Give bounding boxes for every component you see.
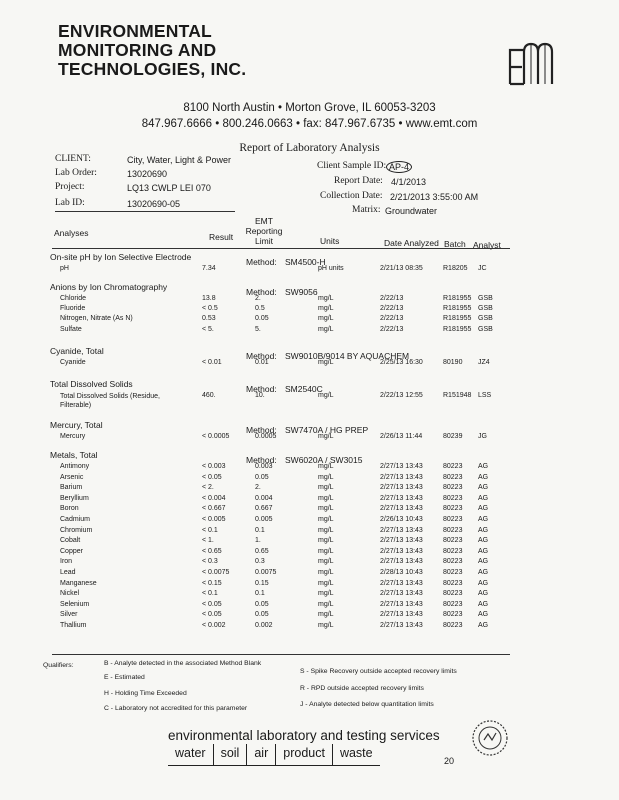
- analyte-name: Lead: [60, 569, 76, 576]
- col-result: Result: [209, 232, 234, 242]
- method-label: Method:: [246, 425, 277, 435]
- analyte-name: Manganese: [60, 580, 97, 587]
- method-name: SW9056: [285, 287, 318, 297]
- analyst-id: AG: [478, 569, 489, 576]
- result-value: < 0.65: [202, 548, 222, 555]
- col-limit: EMT Reporting Limit: [245, 216, 283, 246]
- client-value: City, Water, Light & Power: [127, 155, 232, 165]
- batch-id: 80223: [443, 601, 463, 608]
- reporting-limit: 0.0005: [255, 433, 277, 440]
- date-analyzed: 2/22/13: [380, 315, 404, 322]
- analyst-id: AG: [478, 611, 489, 618]
- units-value: mg/L: [318, 590, 334, 597]
- method-name: SW6020A / SW3015: [285, 455, 363, 465]
- analyte-name: Barium: [60, 484, 83, 491]
- batch-id: 80223: [443, 580, 463, 587]
- batch-id: 80223: [443, 622, 463, 629]
- analyst-id: AG: [478, 463, 489, 470]
- analyte-name: Cyanide: [60, 359, 86, 366]
- date-analyzed: 2/26/13 10:43: [380, 516, 423, 523]
- units-value: mg/L: [318, 495, 334, 502]
- date-analyzed: 2/21/13 08:35: [380, 265, 423, 272]
- col-batch: Batch: [444, 239, 466, 249]
- page-number: 20: [444, 756, 455, 766]
- result-value: 13.8: [202, 295, 216, 302]
- analyte-name: Antimony: [60, 463, 90, 470]
- analyst-id: AG: [478, 548, 489, 555]
- batch-id: 80223: [443, 569, 463, 576]
- units-value: mg/L: [318, 359, 334, 366]
- report-date-label: Report Date:: [334, 176, 383, 186]
- units-value: mg/L: [318, 516, 334, 523]
- units-value: mg/L: [318, 611, 334, 618]
- units-value: mg/L: [318, 326, 334, 333]
- batch-id: 80223: [443, 558, 463, 565]
- date-analyzed: 2/27/13 13:43: [380, 590, 423, 597]
- analyte-name: Total Dissolved Solids (Residue, Filterable): [60, 393, 160, 409]
- service-water: water: [168, 744, 213, 766]
- result-value: < 0.0075: [202, 569, 230, 576]
- units-value: mg/L: [318, 622, 334, 629]
- method-label: Method:: [246, 455, 277, 465]
- date-analyzed: 2/27/13 13:43: [380, 463, 423, 470]
- units-value: mg/L: [318, 484, 334, 491]
- reporting-limit: 10.: [255, 392, 265, 399]
- batch-id: R181955: [443, 326, 472, 333]
- analyst-id: AG: [478, 601, 489, 608]
- service-product: product: [275, 744, 332, 766]
- method-name: SW9010B/9014 BY AQUACHEM: [285, 351, 410, 361]
- units-value: mg/L: [318, 569, 334, 576]
- batch-id: 80223: [443, 505, 463, 512]
- reporting-limit: 0.05: [255, 601, 269, 608]
- col-date-analyzed: Date Analyzed: [384, 238, 439, 248]
- analyst-id: GSB: [478, 326, 493, 333]
- units-value: mg/L: [318, 305, 334, 312]
- method-label: Method:: [246, 287, 277, 297]
- col-units: Units: [320, 236, 340, 246]
- analyte-name: Beryllium: [60, 495, 89, 502]
- analyte-name: Iron: [60, 558, 73, 565]
- date-analyzed: 2/27/13 13:43: [380, 548, 423, 555]
- sample-id-value: AP-4: [386, 161, 412, 173]
- result-value: < 1.: [202, 537, 214, 544]
- analyst-id: AG: [478, 558, 489, 565]
- qualifier-h: H - Holding Time Exceeded: [104, 690, 187, 697]
- method-name: SM4500-H: [285, 257, 326, 267]
- units-value: mg/L: [318, 580, 334, 587]
- analyst-id: AG: [478, 516, 489, 523]
- reporting-limit: 0.01: [255, 359, 269, 366]
- analyte-name: Arsenic: [60, 474, 84, 481]
- reporting-limit: 0.05: [255, 315, 269, 322]
- result-value: < 0.05: [202, 601, 222, 608]
- result-value: < 0.0005: [202, 433, 230, 440]
- analyst-id: JG: [478, 433, 487, 440]
- date-analyzed: 2/27/13 13:43: [380, 527, 423, 534]
- date-analyzed: 2/22/13: [380, 326, 404, 333]
- analyst-id: AG: [478, 505, 489, 512]
- reporting-limit: 0.3: [255, 558, 265, 565]
- date-analyzed: 2/27/13 13:43: [380, 495, 423, 502]
- analyte-name: Sulfate: [60, 326, 82, 333]
- method-name: SW7470A / HG PREP: [285, 425, 369, 435]
- units-value: mg/L: [318, 548, 334, 555]
- reporting-limit: 0.0075: [255, 569, 277, 576]
- analyte-name: Silver: [60, 611, 78, 618]
- batch-id: 80223: [443, 474, 463, 481]
- lab-order-label: Lab Order:: [55, 168, 97, 178]
- date-analyzed: 2/27/13 13:43: [380, 611, 423, 618]
- batch-id: R151948: [443, 392, 472, 399]
- reporting-limit: 0.05: [255, 611, 269, 618]
- qualifiers-label: Qualifiers:: [43, 662, 74, 669]
- reporting-limit: 0.05: [255, 474, 269, 481]
- company-address: 8100 North Austin • Morton Grove, IL 60053-3203: [183, 102, 436, 114]
- analyte-name: pH: [60, 265, 69, 272]
- result-value: < 0.1: [202, 590, 218, 597]
- batch-id: 80190: [443, 359, 463, 366]
- result-value: < 0.15: [202, 580, 222, 587]
- qualifier-e: E - Estimated: [104, 674, 145, 681]
- service-air: air: [246, 744, 275, 766]
- qualifier-j: J - Analyte detected below quantitation limits: [300, 701, 434, 708]
- client-label: CLIENT:: [55, 154, 91, 164]
- reporting-limit: 0.15: [255, 580, 269, 587]
- batch-id: 80223: [443, 611, 463, 618]
- batch-id: 80223: [443, 495, 463, 502]
- reporting-limit: 0.65: [255, 548, 269, 555]
- result-value: < 2.: [202, 484, 214, 491]
- analyst-id: AG: [478, 622, 489, 629]
- units-value: mg/L: [318, 315, 334, 322]
- reporting-limit: 0.667: [255, 505, 273, 512]
- analyte-name: Boron: [60, 505, 79, 512]
- units-value: mg/L: [318, 537, 334, 544]
- date-analyzed: 2/27/13 13:43: [380, 580, 423, 587]
- col-analyses: Analyses: [54, 228, 89, 238]
- result-value: < 5.: [202, 326, 214, 333]
- date-analyzed: 2/27/13 13:43: [380, 484, 423, 491]
- analyst-id: GSB: [478, 295, 493, 302]
- analyte-name: Chloride: [60, 295, 87, 302]
- batch-id: 80223: [443, 484, 463, 491]
- emt-logo-icon: [504, 40, 556, 90]
- lab-id-label: Lab ID:: [55, 198, 85, 208]
- batch-id: R181955: [443, 295, 472, 302]
- result-value: < 0.3: [202, 558, 218, 565]
- analyst-id: JC: [478, 265, 487, 272]
- analyte-name: Cadmium: [60, 516, 90, 523]
- project-value: LQ13 CWLP LEI 070: [127, 183, 211, 193]
- section-title: Total Dissolved Solids: [50, 379, 133, 389]
- result-value: < 0.1: [202, 527, 218, 534]
- date-analyzed: 2/27/13 13:43: [380, 505, 423, 512]
- analyst-id: AG: [478, 590, 489, 597]
- section-title: On-site pH by Ion Selective Electrode: [50, 252, 192, 262]
- batch-id: 80223: [443, 516, 463, 523]
- reporting-limit: 5.: [255, 326, 261, 333]
- result-value: < 0.5: [202, 305, 218, 312]
- analyst-id: AG: [478, 495, 489, 502]
- company-name: ENVIRONMENTAL MONITORING AND TECHNOLOGIES, INC.: [58, 21, 247, 79]
- company-contact: 847.967.6666 • 800.246.0663 • fax: 847.967.6735 • www.emt.com: [141, 118, 478, 130]
- date-analyzed: 2/26/13 11:44: [380, 433, 423, 440]
- accreditation-seal-icon: [470, 718, 510, 758]
- analyst-id: AG: [478, 580, 489, 587]
- analyst-id: AG: [478, 537, 489, 544]
- batch-id: 80223: [443, 527, 463, 534]
- batch-id: 80223: [443, 548, 463, 555]
- reporting-limit: 0.1: [255, 590, 265, 597]
- analyst-id: JZ4: [478, 359, 490, 366]
- footer-tagline: environmental laboratory and testing services: [168, 728, 440, 743]
- result-value: < 0.05: [202, 611, 222, 618]
- units-value: pH units: [318, 265, 344, 272]
- analyst-id: GSB: [478, 315, 493, 322]
- project-label: Project:: [55, 182, 85, 192]
- report-title: Report of Laboratory Analysis: [239, 142, 380, 154]
- analyte-name: Nitrogen, Nitrate (As N): [60, 315, 133, 322]
- lab-order-value: 13020690: [127, 169, 168, 179]
- date-analyzed: 2/27/13 13:43: [380, 601, 423, 608]
- date-analyzed: 2/22/13: [380, 295, 404, 302]
- units-value: mg/L: [318, 392, 334, 399]
- result-value: < 0.002: [202, 622, 226, 629]
- date-analyzed: 2/28/13 10:43: [380, 569, 423, 576]
- analyst-id: AG: [478, 484, 489, 491]
- date-analyzed: 2/22/13 12:55: [380, 392, 423, 399]
- reporting-limit: 0.002: [255, 622, 273, 629]
- units-value: mg/L: [318, 463, 334, 470]
- report-date-value: 4/1/2013: [391, 177, 427, 187]
- batch-id: 80239: [443, 433, 463, 440]
- section-title: Mercury, Total: [50, 420, 103, 430]
- section-title: Anions by Ion Chromatography: [50, 282, 168, 292]
- analyst-id: AG: [478, 527, 489, 534]
- section-title: Metals, Total: [50, 450, 98, 460]
- result-value: < 0.004: [202, 495, 226, 502]
- result-value: < 0.01: [202, 359, 222, 366]
- date-analyzed: 2/22/13: [380, 305, 404, 312]
- date-analyzed: 2/25/13 16:30: [380, 359, 423, 366]
- collection-date-value: 2/21/2013 3:55:00 AM: [390, 192, 479, 202]
- qualifier-s: S - Spike Recovery outside accepted recovery limits: [300, 668, 457, 675]
- reporting-limit: 0.5: [255, 305, 265, 312]
- units-value: mg/L: [318, 601, 334, 608]
- result-value: < 0.003: [202, 463, 226, 470]
- reporting-limit: 0.005: [255, 516, 273, 523]
- analyte-name: Selenium: [60, 601, 90, 608]
- analyte-name: Mercury: [60, 433, 86, 440]
- result-value: < 0.05: [202, 474, 222, 481]
- batch-id: R181955: [443, 315, 472, 322]
- method-name: SM2540C: [285, 384, 323, 394]
- col-analyst: Analyst: [473, 240, 501, 250]
- method-label: Method:: [246, 384, 277, 394]
- matrix-label: Matrix:: [352, 205, 381, 215]
- analyst-id: AG: [478, 474, 489, 481]
- reporting-limit: 0.1: [255, 527, 265, 534]
- batch-id: R18205: [443, 265, 468, 272]
- reporting-limit: 1.: [255, 537, 261, 544]
- method-label: Method:: [246, 351, 277, 361]
- lab-id-value: 13020690-05: [127, 199, 181, 209]
- service-soil: soil: [213, 744, 247, 766]
- result-value: 7.34: [202, 265, 216, 272]
- matrix-value: Groundwater: [385, 206, 438, 216]
- reporting-limit: 2.: [255, 295, 261, 302]
- units-value: mg/L: [318, 505, 334, 512]
- reporting-limit: 2.: [255, 484, 261, 491]
- qualifier-c: C - Laboratory not accredited for this parameter: [104, 705, 248, 712]
- date-analyzed: 2/27/13 13:43: [380, 622, 423, 629]
- date-analyzed: 2/27/13 13:43: [380, 474, 423, 481]
- result-value: 0.53: [202, 315, 216, 322]
- analyte-name: Nickel: [60, 590, 80, 597]
- units-value: mg/L: [318, 527, 334, 534]
- analyte-name: Cobalt: [60, 537, 81, 544]
- section-title: Cyanide, Total: [50, 346, 104, 356]
- reporting-limit: 0.003: [255, 463, 273, 470]
- qualifier-b: B - Analyte detected in the associated Method Blank: [104, 660, 262, 667]
- sample-id-label: Client Sample ID:: [317, 161, 387, 171]
- date-analyzed: 2/27/13 13:43: [380, 537, 423, 544]
- units-value: mg/L: [318, 474, 334, 481]
- analyte-name: Fluoride: [60, 305, 86, 312]
- batch-id: R181955: [443, 305, 472, 312]
- batch-id: 80223: [443, 537, 463, 544]
- analyte-name: Chromium: [60, 527, 93, 534]
- analyst-id: LSS: [478, 392, 492, 399]
- footer-services: [168, 744, 380, 766]
- reporting-limit: 0.004: [255, 495, 273, 502]
- analyte-name: Copper: [60, 548, 83, 555]
- result-value: < 0.005: [202, 516, 226, 523]
- batch-id: 80223: [443, 463, 463, 470]
- result-value: 460.: [202, 392, 216, 399]
- batch-id: 80223: [443, 590, 463, 597]
- collection-date-label: Collection Date:: [320, 191, 383, 201]
- date-analyzed: 2/27/13 13:43: [380, 558, 423, 565]
- method-label: Method:: [246, 257, 277, 267]
- units-value: mg/L: [318, 433, 334, 440]
- service-waste: waste: [332, 744, 380, 766]
- analyst-id: GSB: [478, 305, 493, 312]
- units-value: mg/L: [318, 558, 334, 565]
- qualifier-r: R - RPD outside accepted recovery limits: [300, 685, 424, 692]
- result-value: < 0.667: [202, 505, 226, 512]
- units-value: mg/L: [318, 295, 334, 302]
- analyte-name: Thallium: [60, 622, 87, 629]
